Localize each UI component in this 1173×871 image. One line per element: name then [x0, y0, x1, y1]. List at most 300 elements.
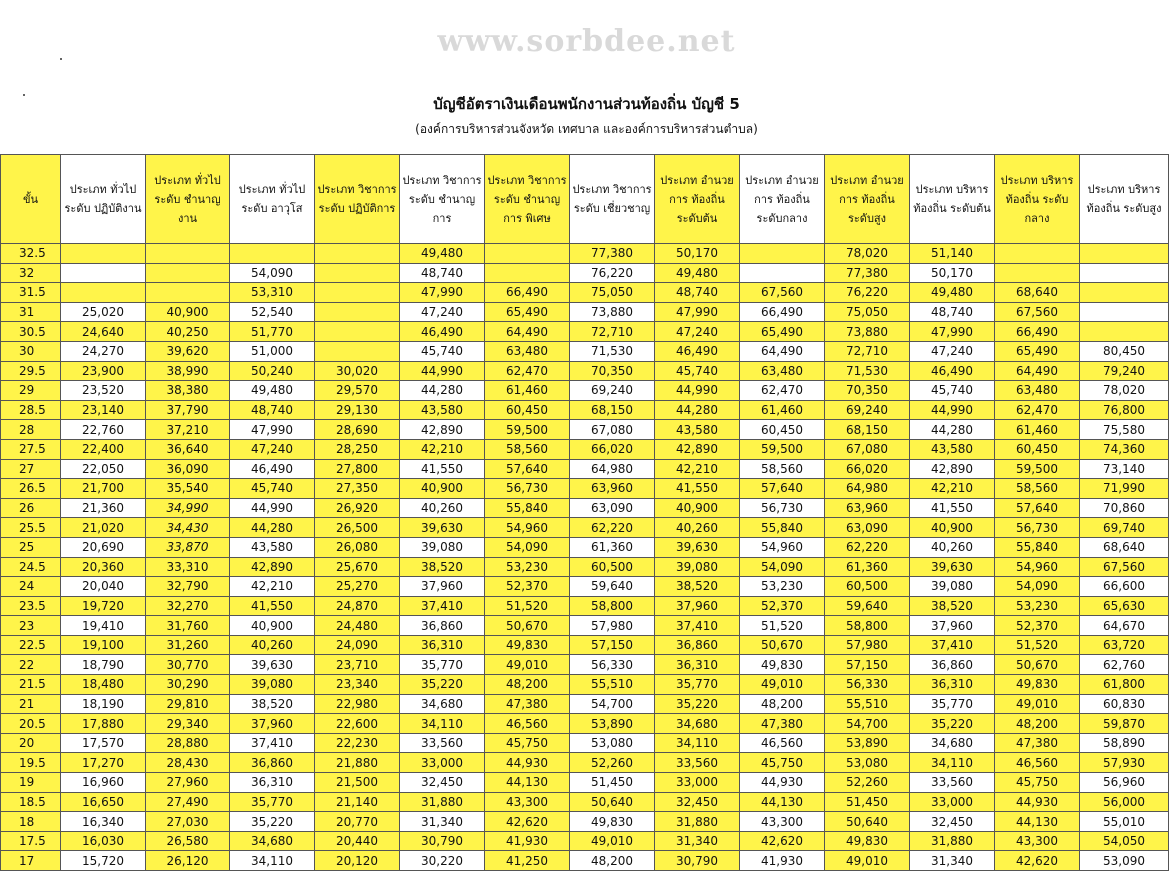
salary-cell: 54,090: [230, 263, 315, 283]
salary-cell: 50,170: [910, 263, 995, 283]
salary-cell: 50,240: [230, 361, 315, 381]
salary-cell: 49,830: [825, 831, 910, 851]
salary-cell: 28,690: [315, 420, 400, 440]
salary-cell: 31,260: [146, 635, 230, 655]
salary-cell: 44,990: [655, 381, 740, 401]
table-row: [1, 244, 1169, 264]
salary-cell: 51,140: [910, 244, 995, 264]
salary-cell: 35,770: [655, 675, 740, 695]
table-row: [1, 439, 1169, 459]
site-watermark: www.sorbdee.net: [437, 24, 736, 59]
salary-cell: 59,500: [740, 439, 825, 459]
salary-cell: 49,480: [655, 263, 740, 283]
table-row: [1, 714, 1169, 734]
salary-cell: 41,550: [655, 479, 740, 499]
salary-cell: 39,080: [655, 557, 740, 577]
salary-cell: [61, 283, 146, 303]
salary-cell: 21,880: [315, 753, 400, 773]
salary-cell: 16,030: [61, 831, 146, 851]
salary-cell: 43,580: [230, 537, 315, 557]
salary-cell: 45,740: [655, 361, 740, 381]
salary-cell: [315, 341, 400, 361]
salary-cell: 49,010: [825, 851, 910, 871]
salary-cell: 35,770: [230, 792, 315, 812]
salary-cell: 29,340: [146, 714, 230, 734]
salary-cell: 31,760: [146, 616, 230, 636]
salary-cell: 47,240: [400, 302, 485, 322]
salary-cell: 62,220: [825, 537, 910, 557]
salary-cell: 61,360: [570, 537, 655, 557]
salary-cell: 57,930: [1080, 753, 1169, 773]
salary-cell: 20,120: [315, 851, 400, 871]
salary-cell: 40,900: [146, 302, 230, 322]
salary-cell: [315, 244, 400, 264]
salary-cell: 34,680: [400, 694, 485, 714]
step-cell: 25.5: [1, 518, 61, 538]
salary-cell: 57,150: [825, 655, 910, 675]
salary-cell: 24,270: [61, 341, 146, 361]
salary-cell: 20,040: [61, 577, 146, 597]
salary-cell: 77,380: [570, 244, 655, 264]
step-cell: 17: [1, 851, 61, 871]
salary-cell: 37,790: [146, 400, 230, 420]
salary-cell: 58,560: [995, 479, 1080, 499]
salary-cell: 23,900: [61, 361, 146, 381]
step-cell: 32: [1, 263, 61, 283]
salary-cell: 43,580: [910, 439, 995, 459]
step-cell: 27.5: [1, 439, 61, 459]
salary-cell: 39,630: [230, 655, 315, 675]
salary-cell: 37,410: [655, 616, 740, 636]
salary-cell: 24,090: [315, 635, 400, 655]
salary-cell: 25,270: [315, 577, 400, 597]
salary-cell: 41,930: [485, 831, 570, 851]
salary-cell: 42,210: [230, 577, 315, 597]
salary-cell: 68,640: [995, 283, 1080, 303]
salary-cell: 34,110: [655, 733, 740, 753]
salary-cell: 19,720: [61, 596, 146, 616]
salary-cell: 31,880: [400, 792, 485, 812]
salary-cell: 22,050: [61, 459, 146, 479]
salary-cell: 35,770: [400, 655, 485, 675]
salary-cell: 34,680: [910, 733, 995, 753]
salary-cell: 63,960: [825, 498, 910, 518]
salary-cell: 40,260: [910, 537, 995, 557]
salary-cell: 37,210: [146, 420, 230, 440]
salary-cell: 56,730: [740, 498, 825, 518]
salary-cell: 56,730: [485, 479, 570, 499]
salary-cell: 28,250: [315, 439, 400, 459]
salary-cell: 23,140: [61, 400, 146, 420]
salary-cell: 61,460: [740, 400, 825, 420]
salary-cell: 36,310: [400, 635, 485, 655]
salary-cell: 40,260: [230, 635, 315, 655]
salary-cell: 47,380: [485, 694, 570, 714]
salary-cell: 18,480: [61, 675, 146, 695]
step-cell: 22.5: [1, 635, 61, 655]
salary-cell: 34,430: [146, 518, 230, 538]
salary-cell: 44,990: [230, 498, 315, 518]
salary-cell: 48,740: [910, 302, 995, 322]
table-row: [1, 361, 1169, 381]
salary-cell: 46,560: [740, 733, 825, 753]
salary-cell: 43,580: [655, 420, 740, 440]
salary-cell: 40,260: [400, 498, 485, 518]
salary-cell: 58,560: [485, 439, 570, 459]
salary-cell: 67,560: [740, 283, 825, 303]
salary-cell: 24,870: [315, 596, 400, 616]
salary-cell: 57,980: [570, 616, 655, 636]
salary-cell: 28,880: [146, 733, 230, 753]
salary-cell: 40,250: [146, 322, 230, 342]
table-row: [1, 283, 1169, 303]
salary-cell: 63,480: [485, 341, 570, 361]
salary-cell: 33,000: [910, 792, 995, 812]
salary-cell: 27,960: [146, 773, 230, 793]
salary-cell: 42,210: [655, 459, 740, 479]
salary-cell: 66,020: [570, 439, 655, 459]
salary-cell: 65,490: [485, 302, 570, 322]
salary-cell: 60,830: [1080, 694, 1169, 714]
salary-cell: 52,260: [570, 753, 655, 773]
step-cell: 23.5: [1, 596, 61, 616]
salary-cell: 59,500: [485, 420, 570, 440]
column-header: ประเภท วิชาการ ระดับ ชำนาญการ พิเศษ: [485, 155, 570, 244]
salary-cell: 47,990: [400, 283, 485, 303]
salary-cell: 32,270: [146, 596, 230, 616]
table-row: [1, 635, 1169, 655]
salary-cell: 32,450: [400, 773, 485, 793]
salary-cell: 44,280: [655, 400, 740, 420]
salary-cell: 57,640: [485, 459, 570, 479]
salary-cell: 49,830: [740, 655, 825, 675]
salary-cell: 64,670: [1080, 616, 1169, 636]
salary-cell: 48,740: [655, 283, 740, 303]
step-cell: 29: [1, 381, 61, 401]
salary-cell: 59,870: [1080, 714, 1169, 734]
salary-cell: 37,410: [400, 596, 485, 616]
step-cell: 21: [1, 694, 61, 714]
table-row: [1, 459, 1169, 479]
table-row: [1, 596, 1169, 616]
salary-cell: 23,520: [61, 381, 146, 401]
salary-cell: 63,090: [570, 498, 655, 518]
salary-cell: 42,210: [910, 479, 995, 499]
salary-cell: 78,020: [825, 244, 910, 264]
salary-cell: 31,880: [655, 812, 740, 832]
salary-cell: 75,050: [570, 283, 655, 303]
salary-cell: 49,480: [910, 283, 995, 303]
salary-cell: 55,840: [740, 518, 825, 538]
salary-cell: 34,990: [146, 498, 230, 518]
salary-cell: 22,760: [61, 420, 146, 440]
salary-cell: 64,980: [570, 459, 655, 479]
table-row: [1, 322, 1169, 342]
salary-cell: [315, 302, 400, 322]
salary-cell: 29,130: [315, 400, 400, 420]
salary-cell: 53,890: [825, 733, 910, 753]
table-row: [1, 577, 1169, 597]
salary-cell: 54,960: [740, 537, 825, 557]
salary-cell: 44,130: [740, 792, 825, 812]
salary-cell: 24,480: [315, 616, 400, 636]
salary-cell: 54,050: [1080, 831, 1169, 851]
document-subtitle: (องค์การบริหารส่วนจังหวัด เทศบาล และองค์การบริหารส่วนตำบล): [415, 122, 758, 136]
salary-cell: 56,330: [570, 655, 655, 675]
salary-cell: 53,890: [570, 714, 655, 734]
salary-cell: 20,690: [61, 537, 146, 557]
salary-cell: 44,930: [485, 753, 570, 773]
step-cell: 21.5: [1, 675, 61, 695]
salary-cell: 51,520: [485, 596, 570, 616]
salary-cell: 24,640: [61, 322, 146, 342]
salary-cell: 76,220: [825, 283, 910, 303]
salary-cell: 62,760: [1080, 655, 1169, 675]
salary-cell: 40,900: [230, 616, 315, 636]
salary-cell: 73,140: [1080, 459, 1169, 479]
salary-cell: 50,670: [995, 655, 1080, 675]
salary-cell: 55,510: [570, 675, 655, 695]
step-cell: 17.5: [1, 831, 61, 851]
salary-cell: 68,150: [570, 400, 655, 420]
table-row: [1, 381, 1169, 401]
salary-cell: 62,220: [570, 518, 655, 538]
salary-cell: 33,560: [400, 733, 485, 753]
salary-cell: 30,790: [400, 831, 485, 851]
salary-table-container: [0, 154, 1173, 871]
salary-cell: 57,980: [825, 635, 910, 655]
table-row: [1, 753, 1169, 773]
table-row: [1, 831, 1169, 851]
salary-cell: 39,080: [230, 675, 315, 695]
salary-cell: 42,890: [230, 557, 315, 577]
salary-cell: 46,490: [400, 322, 485, 342]
salary-cell: 60,500: [570, 557, 655, 577]
salary-cell: 42,890: [400, 420, 485, 440]
salary-cell: 36,310: [910, 675, 995, 695]
salary-cell: 76,800: [1080, 400, 1169, 420]
salary-cell: 38,520: [910, 596, 995, 616]
salary-cell: 31,880: [910, 831, 995, 851]
salary-cell: 65,630: [1080, 596, 1169, 616]
salary-cell: 43,300: [995, 831, 1080, 851]
salary-cell: 30,020: [315, 361, 400, 381]
salary-cell: 45,750: [485, 733, 570, 753]
salary-cell: 63,480: [740, 361, 825, 381]
salary-cell: 64,490: [740, 341, 825, 361]
salary-cell: 33,560: [910, 773, 995, 793]
salary-cell: 47,990: [655, 302, 740, 322]
salary-cell: 47,380: [740, 714, 825, 734]
table-row: [1, 733, 1169, 753]
salary-cell: 67,080: [825, 439, 910, 459]
salary-cell: 55,840: [995, 537, 1080, 557]
column-header: ประเภท อำนวยการ ท้องถิ่น ระดับต้น: [655, 155, 740, 244]
table-row: [1, 263, 1169, 283]
salary-cell: 28,430: [146, 753, 230, 773]
salary-cell: 43,580: [400, 400, 485, 420]
step-cell: 22: [1, 655, 61, 675]
column-header: ประเภท บริหาร ท้องถิ่น ระดับต้น: [910, 155, 995, 244]
salary-cell: 63,480: [995, 381, 1080, 401]
salary-cell: 21,360: [61, 498, 146, 518]
salary-cell: 53,090: [1080, 851, 1169, 871]
salary-cell: 47,240: [230, 439, 315, 459]
step-cell: 27: [1, 459, 61, 479]
salary-cell: 57,640: [995, 498, 1080, 518]
salary-cell: 53,230: [485, 557, 570, 577]
table-header-row: [1, 155, 1169, 244]
salary-cell: 38,990: [146, 361, 230, 381]
salary-cell: [740, 244, 825, 264]
salary-cell: 48,200: [740, 694, 825, 714]
salary-cell: 62,470: [485, 361, 570, 381]
salary-cell: 45,740: [910, 381, 995, 401]
salary-cell: 34,110: [230, 851, 315, 871]
table-row: [1, 341, 1169, 361]
salary-cell: 79,240: [1080, 361, 1169, 381]
salary-cell: 69,240: [825, 400, 910, 420]
salary-cell: 53,230: [740, 577, 825, 597]
salary-cell: 27,350: [315, 479, 400, 499]
salary-cell: 26,500: [315, 518, 400, 538]
salary-cell: 32,450: [655, 792, 740, 812]
salary-cell: 48,200: [485, 675, 570, 695]
salary-cell: 38,380: [146, 381, 230, 401]
salary-cell: 69,740: [1080, 518, 1169, 538]
salary-cell: [146, 263, 230, 283]
salary-cell: 39,630: [655, 537, 740, 557]
salary-cell: 23,340: [315, 675, 400, 695]
salary-cell: 33,310: [146, 557, 230, 577]
step-cell: 18: [1, 812, 61, 832]
salary-cell: 53,080: [570, 733, 655, 753]
salary-cell: 36,860: [655, 635, 740, 655]
salary-cell: 39,630: [400, 518, 485, 538]
salary-cell: 66,490: [995, 322, 1080, 342]
salary-cell: 16,960: [61, 773, 146, 793]
salary-cell: 54,960: [995, 557, 1080, 577]
step-cell: 18.5: [1, 792, 61, 812]
salary-cell: 41,250: [485, 851, 570, 871]
salary-cell: 19,100: [61, 635, 146, 655]
salary-cell: 36,090: [146, 459, 230, 479]
salary-cell: 34,680: [230, 831, 315, 851]
salary-cell: 64,980: [825, 479, 910, 499]
salary-cell: 44,930: [995, 792, 1080, 812]
step-cell: 28: [1, 420, 61, 440]
salary-cell: 50,670: [485, 616, 570, 636]
salary-cell: 68,640: [1080, 537, 1169, 557]
table-row: [1, 537, 1169, 557]
salary-cell: 61,460: [995, 420, 1080, 440]
salary-cell: 44,280: [230, 518, 315, 538]
salary-cell: 65,490: [740, 322, 825, 342]
step-cell: 20.5: [1, 714, 61, 734]
salary-cell: 45,750: [995, 773, 1080, 793]
salary-cell: 60,450: [740, 420, 825, 440]
salary-cell: 41,930: [740, 851, 825, 871]
salary-cell: 29,570: [315, 381, 400, 401]
salary-cell: 77,380: [825, 263, 910, 283]
salary-cell: 30,290: [146, 675, 230, 695]
salary-cell: [61, 244, 146, 264]
salary-cell: 58,560: [740, 459, 825, 479]
salary-cell: 47,990: [910, 322, 995, 342]
salary-cell: [61, 263, 146, 283]
salary-cell: 65,490: [995, 341, 1080, 361]
salary-cell: 57,640: [740, 479, 825, 499]
step-cell: 24.5: [1, 557, 61, 577]
salary-cell: 32,790: [146, 577, 230, 597]
salary-cell: 36,640: [146, 439, 230, 459]
salary-cell: 62,470: [740, 381, 825, 401]
salary-cell: 48,200: [570, 851, 655, 871]
table-row: [1, 400, 1169, 420]
salary-cell: 52,540: [230, 302, 315, 322]
table-row: [1, 655, 1169, 675]
salary-cell: 16,650: [61, 792, 146, 812]
salary-cell: 51,000: [230, 341, 315, 361]
salary-cell: 37,410: [230, 733, 315, 753]
salary-cell: 43,300: [485, 792, 570, 812]
salary-cell: 49,830: [485, 635, 570, 655]
salary-cell: 48,200: [995, 714, 1080, 734]
salary-cell: 26,920: [315, 498, 400, 518]
salary-cell: 69,240: [570, 381, 655, 401]
salary-cell: 46,490: [910, 361, 995, 381]
salary-cell: 51,520: [740, 616, 825, 636]
column-header: ประเภท ทั่วไป ระดับ ปฏิบัติงาน: [61, 155, 146, 244]
salary-cell: 20,770: [315, 812, 400, 832]
salary-cell: 74,360: [1080, 439, 1169, 459]
salary-cell: 35,220: [655, 694, 740, 714]
salary-cell: 75,050: [825, 302, 910, 322]
salary-cell: 40,900: [655, 498, 740, 518]
salary-cell: 72,710: [570, 322, 655, 342]
column-header: ประเภท อำนวยการ ท้องถิ่น ระดับสูง: [825, 155, 910, 244]
salary-cell: 63,720: [1080, 635, 1169, 655]
salary-cell: 51,770: [230, 322, 315, 342]
salary-cell: 55,840: [485, 498, 570, 518]
salary-cell: 58,800: [825, 616, 910, 636]
salary-cell: 46,490: [655, 341, 740, 361]
column-header: ประเภท วิชาการ ระดับ ปฏิบัติการ: [315, 155, 400, 244]
salary-cell: 36,860: [230, 753, 315, 773]
salary-cell: [230, 244, 315, 264]
salary-cell: 19,410: [61, 616, 146, 636]
salary-cell: 73,880: [570, 302, 655, 322]
salary-cell: 30,770: [146, 655, 230, 675]
salary-cell: 47,990: [230, 420, 315, 440]
salary-cell: [1080, 263, 1169, 283]
salary-cell: [315, 263, 400, 283]
salary-cell: 26,080: [315, 537, 400, 557]
step-cell: 30: [1, 341, 61, 361]
salary-cell: 49,010: [740, 675, 825, 695]
salary-cell: 33,000: [400, 753, 485, 773]
salary-cell: 22,600: [315, 714, 400, 734]
salary-cell: 66,490: [740, 302, 825, 322]
salary-cell: 41,550: [230, 596, 315, 616]
step-cell: 31: [1, 302, 61, 322]
salary-cell: 54,960: [485, 518, 570, 538]
salary-cell: 67,080: [570, 420, 655, 440]
salary-cell: 36,860: [910, 655, 995, 675]
salary-table: [0, 154, 1169, 871]
salary-cell: 59,500: [995, 459, 1080, 479]
salary-cell: 38,520: [230, 694, 315, 714]
